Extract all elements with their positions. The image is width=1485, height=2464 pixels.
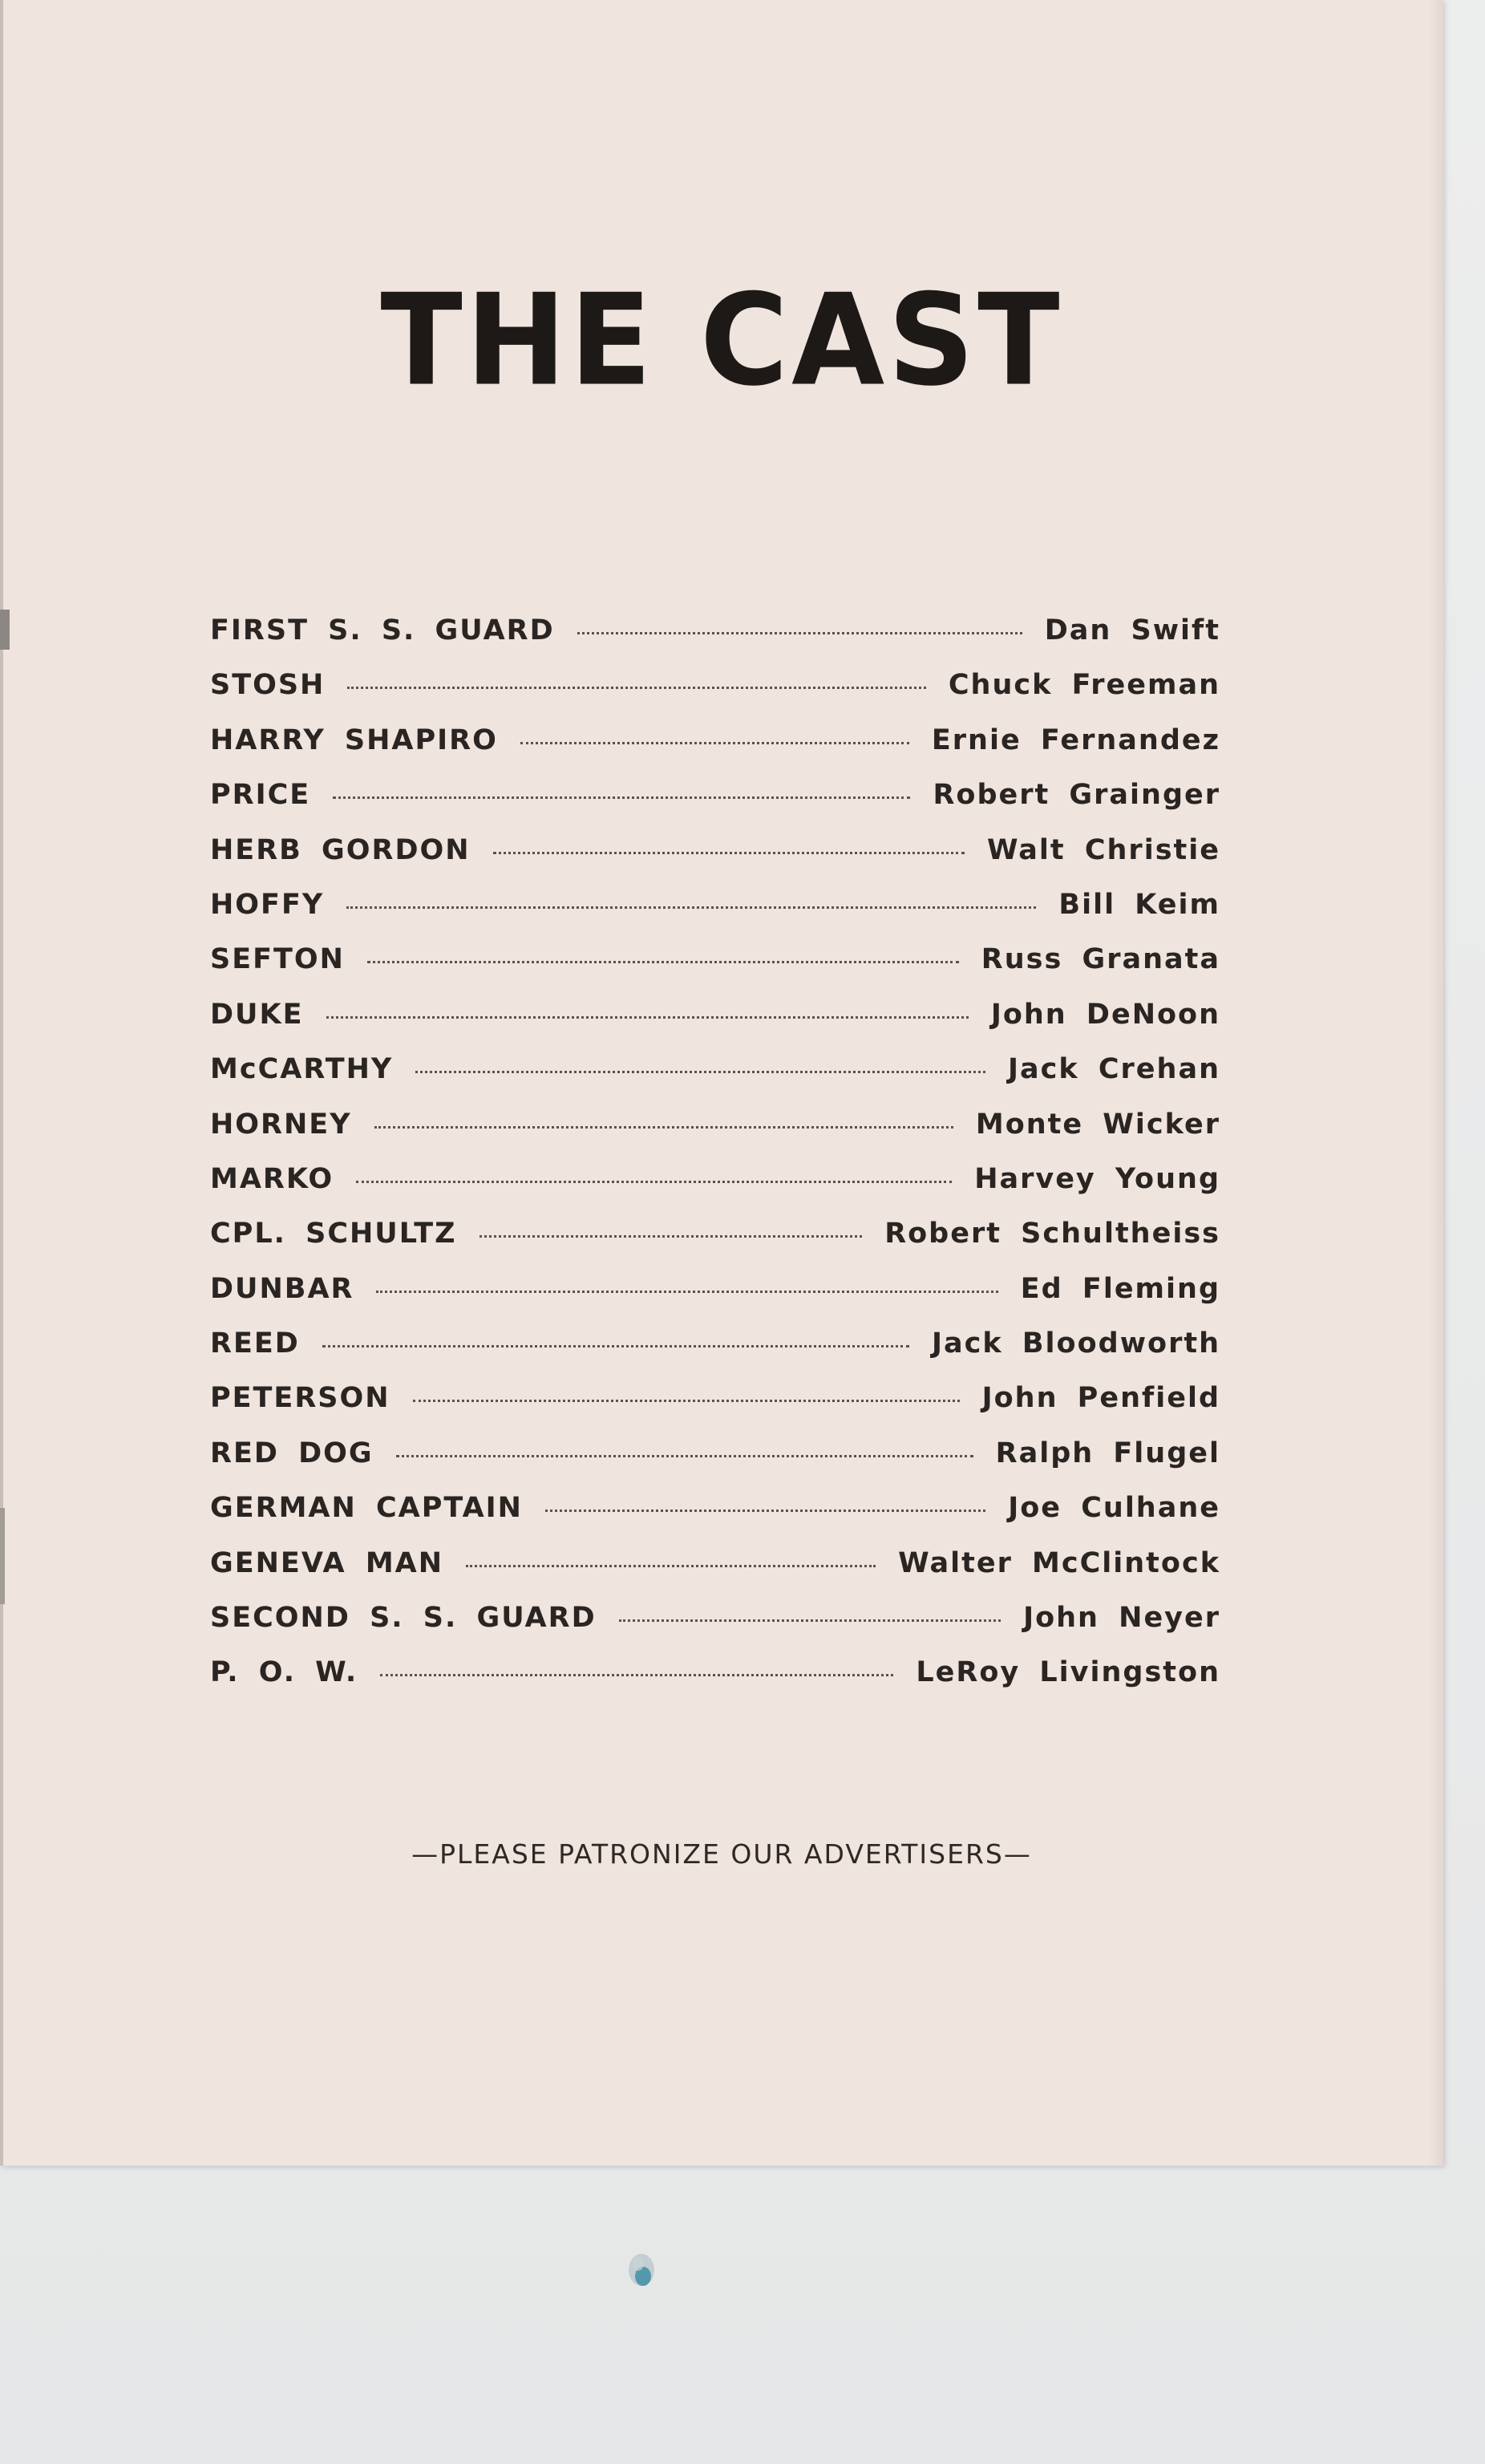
role-name: HERB GORDON xyxy=(210,833,471,866)
role-name: GERMAN CAPTAIN xyxy=(210,1492,523,1525)
actor-name: Walt Christie xyxy=(986,833,1220,866)
actor-name: Jack Crehan xyxy=(1008,1053,1220,1086)
dot-leader xyxy=(413,1400,960,1402)
cast-row xyxy=(210,889,1220,943)
role-name: MARKO xyxy=(210,1162,334,1195)
dot-leader xyxy=(356,1181,952,1183)
dot-leader xyxy=(520,742,909,744)
actor-name: Ralph Flugel xyxy=(995,1437,1220,1469)
dot-leader xyxy=(396,1455,973,1457)
dot-leader xyxy=(326,1016,969,1019)
role-name: HORNEY xyxy=(210,1108,352,1141)
role-name: CPL. SCHULTZ xyxy=(210,1218,457,1250)
actor-name: Chuck Freeman xyxy=(948,669,1220,702)
cast-row xyxy=(210,1163,1220,1218)
role-name: SEFTON xyxy=(210,943,345,976)
cast-row xyxy=(210,724,1220,779)
page-title: THE CAST xyxy=(380,267,1063,415)
dot-leader xyxy=(619,1619,1001,1622)
role-name: SECOND S. S. GUARD xyxy=(210,1602,597,1635)
dot-leader xyxy=(466,1565,876,1567)
actor-name: Robert Grainger xyxy=(933,779,1220,812)
binding-mark xyxy=(0,1508,5,1604)
dot-leader xyxy=(333,796,910,799)
cast-row xyxy=(210,1492,1220,1546)
cast-row xyxy=(210,1108,1220,1163)
actor-name: Robert Schultheiss xyxy=(884,1218,1220,1250)
role-name: RED DOG xyxy=(210,1437,374,1469)
role-name: GENEVA MAN xyxy=(210,1546,444,1579)
cast-row xyxy=(210,999,1220,1053)
role-name: PRICE xyxy=(210,779,311,812)
dot-leader xyxy=(380,1674,893,1676)
actor-name: Monte Wicker xyxy=(975,1108,1220,1141)
cast-row xyxy=(210,1218,1220,1272)
cast-row xyxy=(210,1437,1220,1492)
role-name: P. O. W. xyxy=(210,1656,358,1689)
role-name: STOSH xyxy=(210,669,326,702)
actor-name: John DeNoon xyxy=(990,998,1220,1031)
role-name: PETERSON xyxy=(210,1382,390,1415)
role-name: REED xyxy=(210,1327,300,1360)
binding-mark xyxy=(0,610,10,650)
cast-row xyxy=(210,614,1220,669)
dot-leader xyxy=(577,632,1022,634)
actor-name: Walter McClintock xyxy=(898,1546,1220,1579)
actor-name: Jack Bloodworth xyxy=(932,1327,1220,1360)
role-name: DUNBAR xyxy=(210,1272,354,1305)
cast-list xyxy=(210,614,1220,1712)
actor-name: Bill Keim xyxy=(1058,888,1220,921)
dot-leader xyxy=(322,1345,909,1348)
dot-leader xyxy=(367,961,959,963)
role-name: HOFFY xyxy=(210,888,325,921)
cast-row xyxy=(210,1656,1220,1711)
cast-row xyxy=(210,834,1220,889)
dot-leader xyxy=(346,906,1036,909)
dot-leader xyxy=(415,1071,985,1073)
actor-name: John Penfield xyxy=(981,1382,1220,1415)
dot-leader xyxy=(545,1510,985,1512)
dot-leader xyxy=(347,687,926,689)
actor-name: Russ Granata xyxy=(981,943,1220,976)
ink-smudge xyxy=(624,2246,659,2291)
role-name: FIRST S. S. GUARD xyxy=(210,614,555,646)
cast-row xyxy=(210,943,1220,998)
actor-name: Dan Swift xyxy=(1044,614,1220,646)
actor-name: Ed Fleming xyxy=(1020,1272,1220,1305)
cast-row xyxy=(210,669,1220,723)
actor-name: Ernie Fernandez xyxy=(931,723,1220,756)
advertisers-note: —PLEASE PATRONIZE OUR ADVERTISERS— xyxy=(411,1838,1032,1870)
dot-leader xyxy=(479,1235,863,1238)
dot-leader xyxy=(493,852,965,854)
cast-row xyxy=(210,1327,1220,1382)
dot-leader xyxy=(374,1126,953,1129)
actor-name: LeRoy Livingston xyxy=(916,1656,1220,1689)
dot-leader xyxy=(376,1291,997,1293)
role-name: HARRY SHAPIRO xyxy=(210,723,498,756)
role-name: McCARTHY xyxy=(210,1053,394,1086)
cast-row xyxy=(210,1547,1220,1602)
cast-row xyxy=(210,1273,1220,1327)
cast-row xyxy=(210,779,1220,833)
cast-row xyxy=(210,1602,1220,1656)
actor-name: Joe Culhane xyxy=(1008,1492,1220,1525)
cast-row xyxy=(210,1053,1220,1108)
role-name: DUKE xyxy=(210,998,304,1031)
actor-name: John Neyer xyxy=(1023,1602,1220,1635)
cast-row xyxy=(210,1382,1220,1437)
actor-name: Harvey Young xyxy=(974,1162,1220,1195)
